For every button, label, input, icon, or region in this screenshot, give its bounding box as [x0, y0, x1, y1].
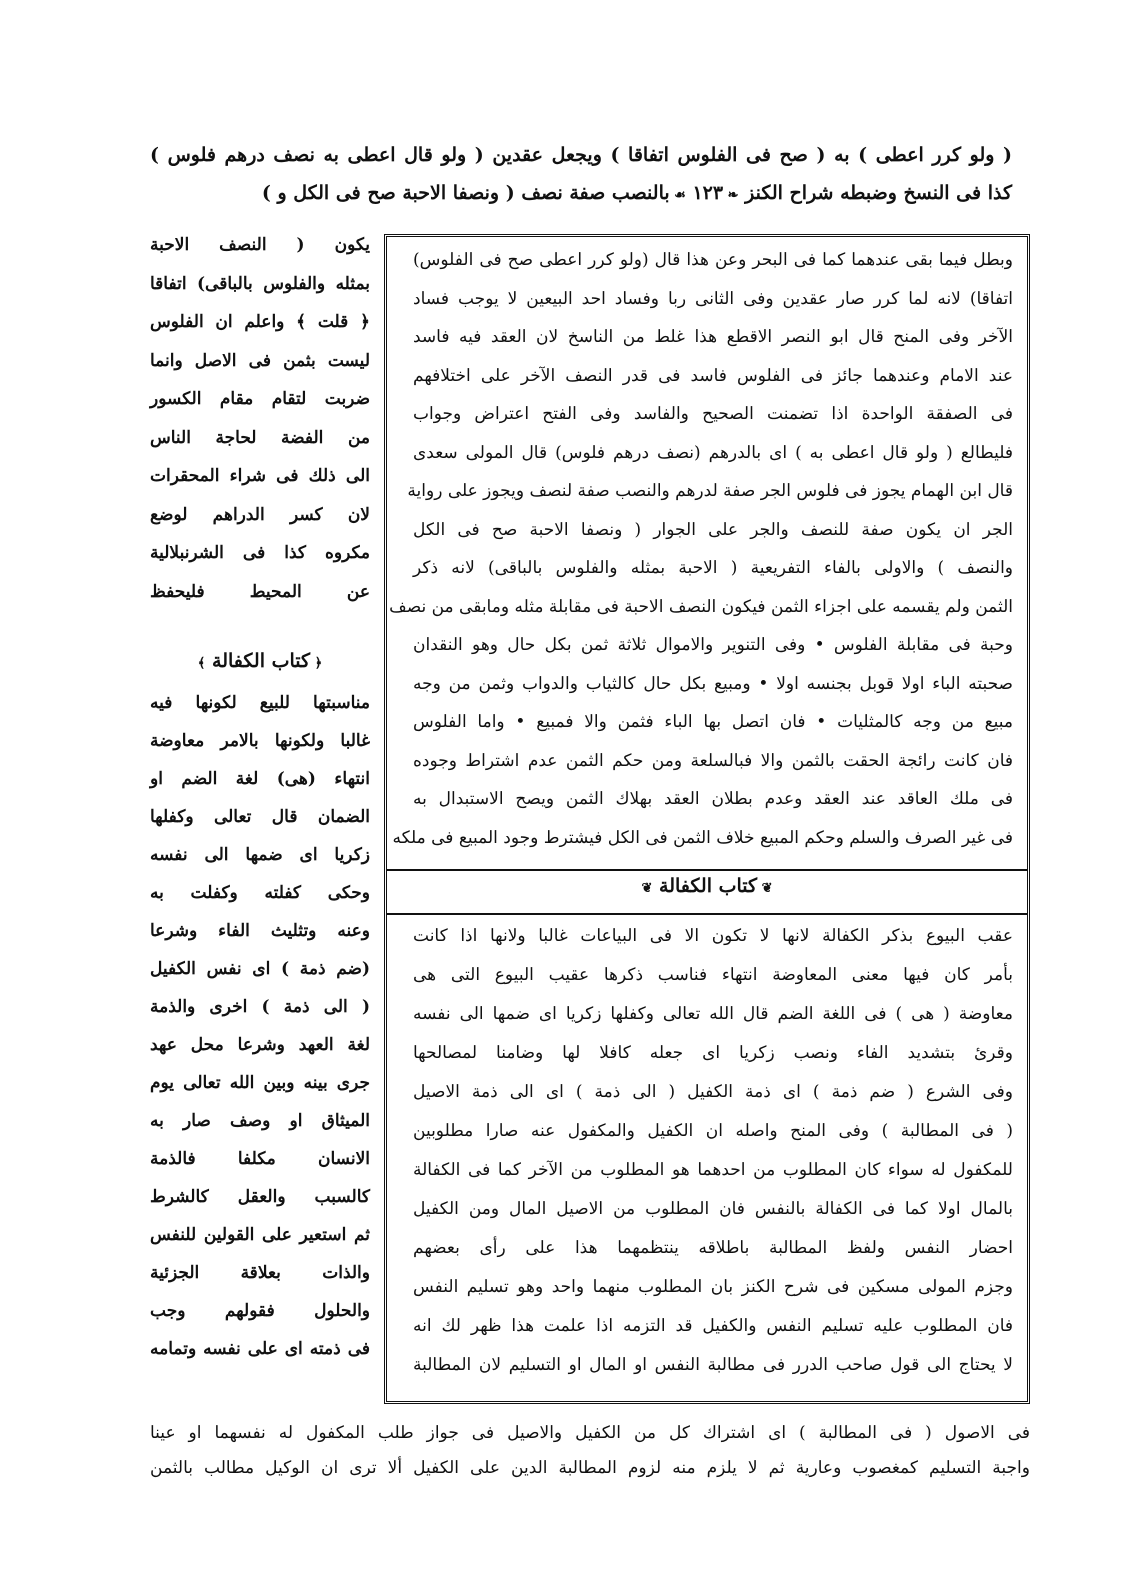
commentary-line: قال ابن الهمام يجوز فى فلوس الجر صفة لدرهم والنصب صفة لنصف ويجوز على رواية	[407, 481, 1013, 501]
gloss-line: الانسان مكلفا فالذمة	[150, 1149, 370, 1169]
gloss-line: بمثله والفلوس بالباقى) اتفاقا	[150, 273, 370, 294]
gloss-line: والحلول فقولهم وجب	[150, 1301, 370, 1321]
gloss-line: من الفضة لحاجة الناس	[150, 427, 370, 448]
gloss-line: يكون ( النصف الاحبة	[150, 235, 370, 255]
gloss-line: كالسبب والعقل كالشرط	[150, 1187, 370, 1207]
commentary-line: الآخر وفى المنح قال ابو النصر الاقطع هذا غلط من الناسخ لان العقد فيه فاسد	[413, 327, 1013, 347]
commentary-line: مبيع من وجه كالمثليات • فان اتصل بها الباء فثمن والا فمبيع • واما الفلوس	[413, 712, 1013, 732]
gloss-line: وحكى كفلته وكفلت به	[150, 883, 370, 903]
commentary-line: بالمال اولا كما فى الكفالة بالنفس فان المطلوب من الاصيل المال ومن الكفيل	[413, 1199, 1013, 1219]
gloss-line: عن المحيط فليحفظ	[150, 581, 370, 602]
ornament-icon: ﴾	[197, 656, 206, 671]
commentary-line: وبطل فيما بقى عندهما كما فى البحر وعن هذا قال (ولو كرر اعطى صح فى الفلوس)	[413, 250, 1013, 270]
side-section-heading	[150, 650, 370, 672]
bottom-line-1: فى الاصول ( فى المطالبة ) اى اشتراك كل من الكفيل والاصيل فى جواز طلب المكفول له نفسهما او عينا	[150, 1423, 1030, 1443]
gloss-line: الميثاق او وصف صار به	[150, 1111, 370, 1131]
commentary-line: فى غير الصرف والسلم وحكم المبيع خلاف الثمن فى الكل فيشترط وجود المبيع فى ملكه	[392, 827, 1013, 848]
gloss-line: الى ذلك فى شراء المحقرات	[150, 466, 370, 486]
commentary-line: وجزم المولى مسكين فى شرح الكنز بان المطلوب منهما واحد وهو تسليم النفس	[413, 1277, 1013, 1297]
ornament-icon: ﴿	[310, 656, 323, 671]
commentary-line: معاوضة ( هى ) فى اللغة الضم قال الله تعالى وكفلها زكريا اى ضمها الى نفسه	[413, 1004, 1013, 1024]
commentary-line: عند الامام وعندهما جائز فى الفلوس فاسد فى قدر النصف الآخر على اختلافهم	[413, 365, 1013, 386]
commentary-line: الثمن ولم يقسمه على اجزاء الثمن فيكون النصف الاحبة فى مقابلة مثله ومابقى من نصف	[389, 596, 1013, 617]
commentary-line: اتفاقا) لانه لما كرر صار عقدين وفى الثانى ربا وفساد احد البيعين لا يوجب فساد	[413, 288, 1013, 309]
gloss-line: ضربت لتقام مقام الكسور	[150, 389, 370, 409]
gloss-line: ( الى ذمة ) اخرى والذمة	[150, 997, 370, 1017]
gloss-line: ليست بثمن فى الاصل وانما	[150, 350, 370, 371]
commentary-line: للمكفول له سواء كان المطلوب من احدهما هو المطلوب من الآخر كما فى الكفالة	[413, 1160, 1013, 1180]
commentary-line: فى الصفقة الواحدة اذا تضمنت الصحيح والفاسد وفى الفتح اعتراض وجواب	[413, 404, 1013, 424]
commentary-line: والنصف ) والاولى بالفاء التفريعية ( الاحبة بمثله والفلوس بالباقى) لانه ذكر	[413, 558, 1013, 578]
gloss-line: لغة العهد وشرعا محل عهد	[150, 1035, 370, 1055]
gloss-line: ثم استعير على القولين للنفس	[150, 1225, 370, 1245]
page-number: ١٢٣	[692, 182, 724, 204]
commentary-line: لا يحتاج الى قول صاحب الدرر فى مطالبة النفس او المال او التسليم لان المطالبة	[413, 1355, 1013, 1375]
gloss-line: الضمان قال تعالى وكفلها	[150, 807, 370, 827]
commentary-line: ( فى المطالبة ) وفى المنح واصله ان الكفيل والمكفول عنه صارا مطلوبين	[413, 1121, 1013, 1141]
gloss-line: مكروه كذا فى الشرنبلالية	[150, 543, 370, 563]
ornament-icon: ❧	[723, 188, 739, 203]
gloss-line: انتهاء (هى) لغة الضم او	[150, 769, 370, 789]
commentary-line: الجر ان يكون صفة للنصف والجر على الجوار ( ونصفا الاحبة صح فى الكل	[413, 519, 1013, 540]
ornament-icon: ❦	[641, 881, 653, 896]
commentary-line: صحبته الباء اولا قوبل بجنسه اولا • ومبيع بكل حال كالثياب والدواب وثمن من وجه	[413, 673, 1013, 694]
commentary-line: فان كانت رائجة الحقت بالثمن والا فبالسلعة ومن حكم الثمن عدم اشتراط وجوده	[413, 750, 1013, 771]
gloss-line: والذات بعلاقة الجزئية	[150, 1263, 370, 1283]
main-commentary-frame	[384, 234, 1030, 1404]
commentary-line: فليطالع ( ولو قال اعطى به ) اى بالدرهم (نصف درهم فلوس) قال المولى سعدى	[413, 442, 1013, 463]
section-title: كتاب الكفالة	[659, 875, 758, 897]
commentary-line: احضار النفس ولفظ المطالبة باطلاقه ينتظمهما هذا على رأى بعضهم	[413, 1238, 1013, 1258]
header-line-2-left: بالنصب صفة نصف ( ونصفا الاحبة صح فى الكل و )	[261, 182, 670, 204]
header-line-1: ( ولو كرر اعطى ) به ( صح فى الفلوس اتفاقا ) ويجعل عقدين ( ولو قال اعطى به نصف درهم فلوس )	[150, 144, 1012, 166]
gloss-line: فى ذمته اى على نفسه وتمامه	[150, 1339, 370, 1359]
commentary-line: عقب البيوع بذكر الكفالة لانها لا تكون الا فى البياعات غالبا ولانها اذا كانت	[413, 926, 1013, 946]
header-line-2	[150, 180, 1012, 209]
commentary-line: وفى الشرع ( ضم ذمة ) اى ذمة الكفيل ( الى ذمة ) اى الى ذمة الاصيل	[413, 1082, 1013, 1102]
ornament-icon: ❦	[757, 881, 773, 896]
commentary-line: وقرئ بتشديد الفاء ونصب زكريا اى جعله كافلا لها وضامنا لمصالحها	[413, 1043, 1013, 1063]
header-line-2-right: كذا فى النسخ وضبطه شراح الكنز	[745, 182, 1012, 204]
gloss-line: ﴿ قلت ﴾ واعلم ان الفلوس	[150, 312, 370, 332]
gloss-line: غالبا ولكونها بالامر معاوضة	[150, 731, 370, 751]
gloss-line: لان كسر الدراهم لوضع	[150, 504, 370, 525]
gloss-line: زكريا اى ضمها الى نفسه	[150, 845, 370, 865]
gloss-line: (ضم ذمة ) اى نفس الكفيل	[150, 959, 370, 979]
commentary-line: وحبة فى مقابلة الفلوس • وفى التنوير والاموال ثلاثة ثمن بكل حال وهو النقدان	[413, 635, 1013, 655]
divider	[387, 869, 1027, 871]
gloss-line: جرى بينه وبين الله تعالى يوم	[150, 1073, 370, 1093]
commentary-line: بأمر كان فيها معنى المعاوضة انتهاء فناسب ذكرها عقيب البيوع التى هى	[413, 965, 1013, 985]
section-heading	[387, 875, 1027, 897]
side-section-title: كتاب الكفالة	[212, 650, 311, 672]
commentary-line: فى ملك العاقد عند العقد وعدم بطلان العقد بهلاك الثمن ويصح الاستبدال به	[413, 789, 1013, 809]
bottom-line-2: واجبة التسليم كمغصوب وعارية ثم لا يلزم منه لزوم المطالبة الدين على الكفيل ألا ترى ان الوكيل مطالب بالثمن	[150, 1458, 1030, 1478]
gloss-line: مناسبتها للبيع لكونها فيه	[150, 693, 370, 713]
divider	[387, 913, 1027, 915]
gloss-line: وعنه وتثليث الفاء وشرعا	[150, 921, 370, 941]
commentary-line: فان المطلوب عليه تسليم النفس والكفيل قد التزمه اذا علمت هذا ظهر لك انه	[413, 1316, 1013, 1336]
ornament-icon: ☙	[669, 188, 686, 203]
